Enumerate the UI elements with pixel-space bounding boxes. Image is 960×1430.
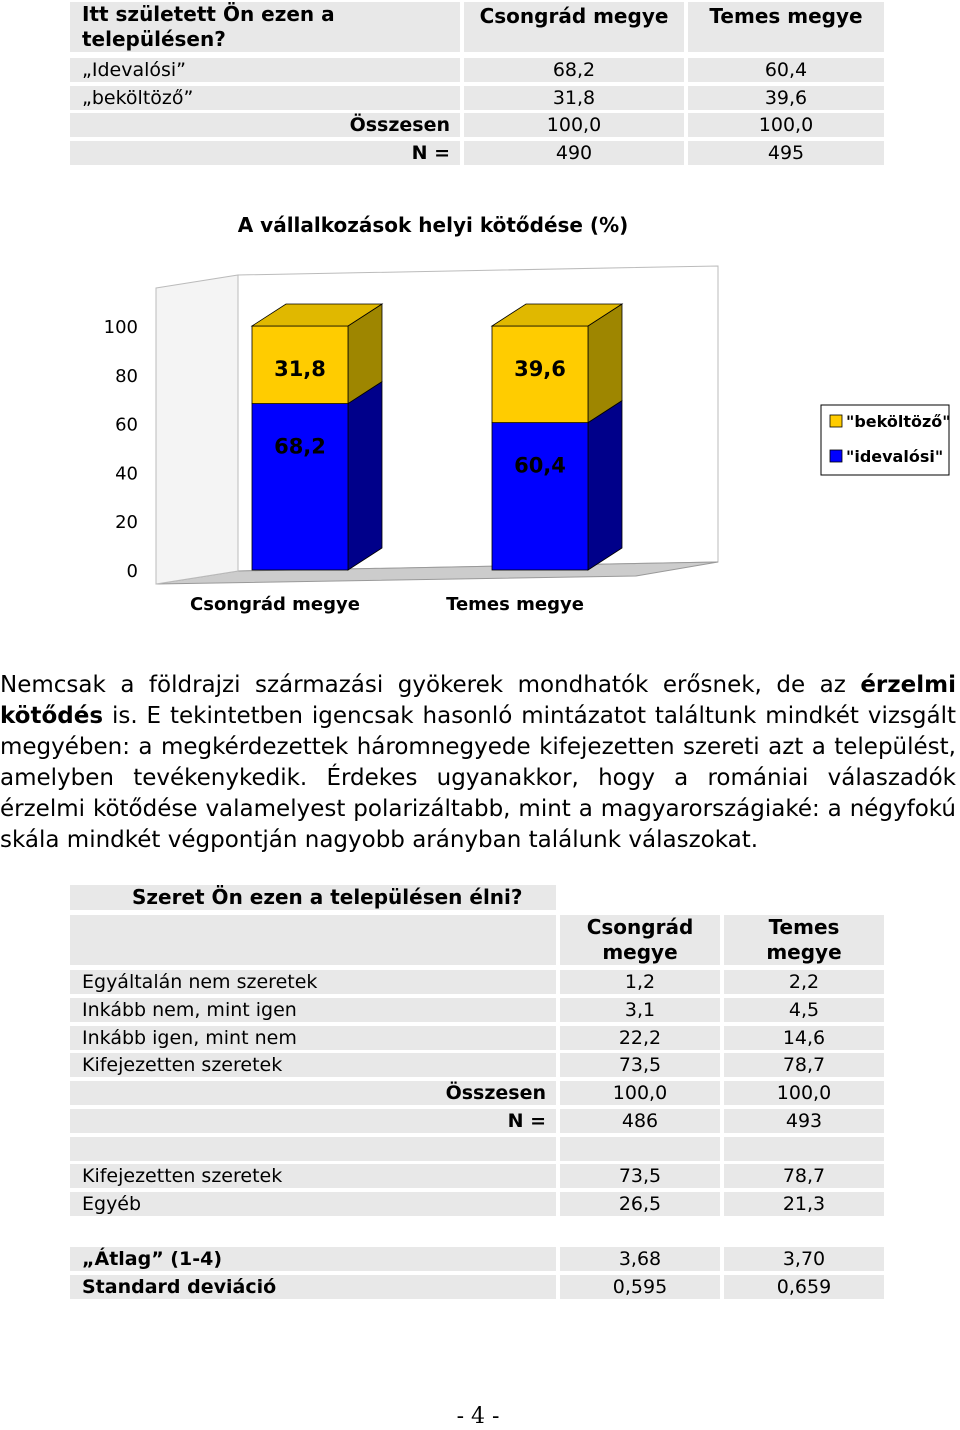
- y-tick-label: 80: [115, 365, 138, 387]
- y-tick-label: 100: [103, 317, 138, 338]
- table2-row-value: 1,2: [560, 970, 720, 994]
- table2-stat-value: 0,659: [724, 1275, 884, 1299]
- table1-question: Itt született Ön ezen a településen?: [70, 2, 460, 52]
- legend-label-idevalosi: "idevalósi": [846, 447, 944, 466]
- paragraph-text: Nemcsak a földrajzi származási gyökerek mondhatók erősnek, de az: [0, 672, 861, 698]
- table1-col2-header: Temes megye: [688, 2, 884, 52]
- table2-grouped-value: 21,3: [724, 1192, 884, 1216]
- table2-grouped-value: 26,5: [560, 1192, 720, 1216]
- table1-row-label: „beköltöző”: [70, 86, 460, 110]
- table2-spacer-row: [70, 1137, 556, 1161]
- legend-label-bekoltozo: "beköltöző": [846, 412, 951, 431]
- table1-total-label: Összesen: [70, 113, 460, 137]
- bar-value-label: 39,6: [514, 357, 566, 381]
- table1-row-value: 60,4: [688, 58, 884, 82]
- table1-col1-header: Csongrád megye: [464, 2, 684, 52]
- table1-row-value: 31,8: [464, 86, 684, 110]
- table2-row-label: Kifejezetten szeretek: [70, 1053, 556, 1077]
- table2-grouped-label: Kifejezetten szeretek: [70, 1164, 556, 1188]
- table1-n-value: 490: [464, 141, 684, 165]
- table2-stat-value: 3,68: [560, 1247, 720, 1271]
- table1-total-value: 100,0: [688, 113, 884, 137]
- table2-total-value: 100,0: [560, 1081, 720, 1105]
- table2-row-value: 2,2: [724, 970, 884, 994]
- table2-col1-header: Csongrád megye: [560, 915, 720, 965]
- table2-spacer-row: [724, 1137, 884, 1161]
- category-label: Csongrád megye: [190, 594, 360, 615]
- bar-value-label: 68,2: [274, 434, 326, 459]
- table2-n-label: N =: [70, 1109, 556, 1133]
- category-label: Temes megye: [446, 594, 584, 615]
- table2-stat-value: 3,70: [724, 1247, 884, 1271]
- table2-grouped-value: 73,5: [560, 1164, 720, 1188]
- table2-row-label: Inkább igen, mint nem: [70, 1026, 556, 1050]
- table2-stat-value: 0,595: [560, 1275, 720, 1299]
- y-tick-label: 20: [115, 512, 138, 534]
- table2-header-blank: [70, 915, 556, 965]
- table1-row-value: 39,6: [688, 86, 884, 110]
- y-tick-label: 0: [126, 561, 138, 582]
- table2-row-value: 22,2: [560, 1026, 720, 1050]
- paragraph-bold: érzelmi kötődés: [0, 672, 956, 729]
- table1-n-value: 495: [688, 141, 884, 165]
- table2-row-value: 4,5: [724, 998, 884, 1022]
- table2-question: Szeret Ön ezen a településen élni?: [70, 885, 556, 910]
- chart-title: A vállalkozások helyi kötődése (%): [237, 213, 629, 237]
- table2-grouped-label: Egyéb: [70, 1192, 556, 1216]
- table2-row-label: Egyáltalán nem szeretek: [70, 970, 556, 994]
- table2-col2-header: Temes megye: [724, 915, 884, 965]
- bar-value-label: 60,4: [514, 453, 566, 478]
- page-number: - 4 -: [456, 1404, 500, 1429]
- table2-n-value: 486: [560, 1109, 720, 1133]
- table2-spacer-row: [560, 1137, 720, 1161]
- table1-row-value: 68,2: [464, 58, 684, 82]
- table2-total-label: Összesen: [70, 1081, 556, 1105]
- table2-row-value: 78,7: [724, 1053, 884, 1077]
- paragraph-text: is. E tekintetben igencsak hasonló mintázatot találtunk mindkét vizsgált megyében: a megkérdezettek háromnegyede kifejezetten szereti azt a települést, amelyben tevékenykedik. Érdekes ugyanakkor, hogy a romániai válaszadók érzelmi kötődése valamelyest polarizáltabb, mint a magyarországiaké: a négyfokú skála mindkét végpontján nagyobb arányban találunk válaszokat.: [0, 703, 956, 853]
- table2-n-value: 493: [724, 1109, 884, 1133]
- table2-stat-label: „Átlag” (1-4): [70, 1247, 556, 1271]
- table2-row-label: Inkább nem, mint igen: [70, 998, 556, 1022]
- table2-total-value: 100,0: [724, 1081, 884, 1105]
- table1-row-label: „Idevalósi”: [70, 58, 460, 82]
- y-tick-label: 60: [115, 414, 138, 436]
- table2-row-value: 3,1: [560, 998, 720, 1022]
- table2-stat-label: Standard deviáció: [70, 1275, 556, 1299]
- table2-row-value: 73,5: [560, 1053, 720, 1077]
- table2-row-value: 14,6: [724, 1026, 884, 1050]
- table2-grouped-value: 78,7: [724, 1164, 884, 1188]
- table1-n-label: N =: [70, 141, 460, 165]
- y-tick-label: 40: [115, 463, 138, 485]
- bar-value-label: 31,8: [274, 357, 326, 381]
- table1-total-value: 100,0: [464, 113, 684, 137]
